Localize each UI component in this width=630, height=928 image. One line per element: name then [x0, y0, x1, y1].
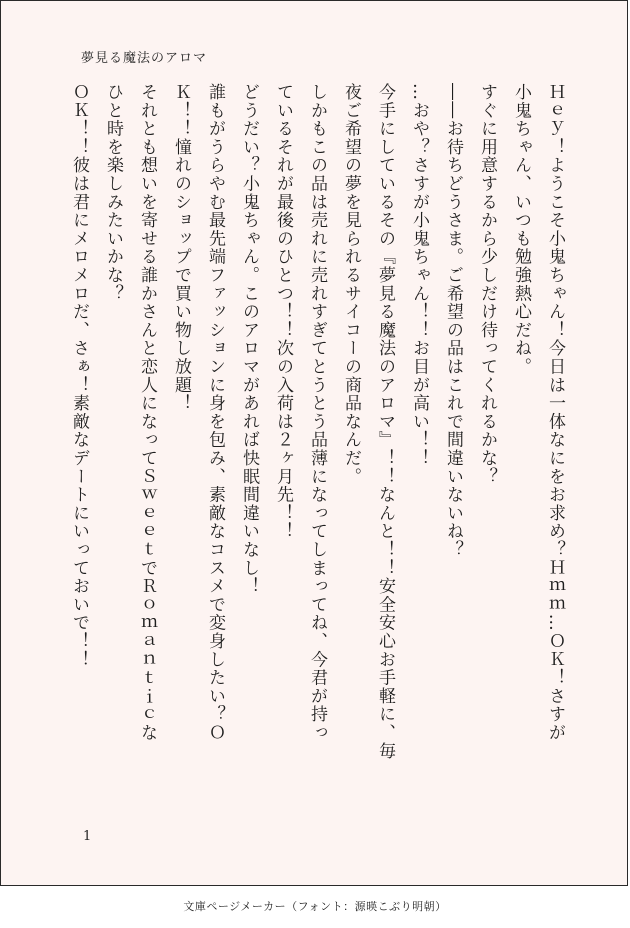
text-line: ひと時を楽しみたいかな？ [103, 83, 123, 303]
text-line: Ｋ！！憧れのショップで買い物し放題！ [171, 83, 191, 413]
text-line: Ｈｅｙ！ようこそ小鬼ちゃん！今日は一体なにをお求め？Ｈｍｍ…ＯＫ！さすが [545, 83, 565, 742]
text-line: しかもこの品は売れに売れすぎてとうとう品薄になってしまってね、今君が持っ [307, 83, 327, 742]
text-line: 今手にしているその『夢見る魔法のアロマ』！！なんと！！安全安心お手軽に、毎 [375, 83, 395, 761]
footer-credit: 文庫ページメーカー（フォント：源暎こぶり明朝） [183, 900, 447, 913]
vertical-body-text [67, 83, 567, 803]
text-line: それとも想いを寄せる誰かさんと恋人になってＳｗｅｅｔでＲｏｍａｎｔｉｃな [137, 83, 157, 742]
text-line: すぐに用意するから少しだけ待ってくれるかな？ [477, 83, 497, 486]
text-line: 夜ご希望の夢を見られるサイコーの商品なんだ。 [341, 83, 361, 486]
page-number: 1 [83, 829, 92, 844]
text-line: どうだい？小鬼ちゃん。このアロマがあれば快眠間違いなし！ [239, 83, 259, 596]
page-title: 夢見る魔法のアロマ [81, 51, 208, 66]
text-line: 小鬼ちゃん、いつも勉強熱心だね。 [511, 83, 531, 376]
text-line: 誰もがうらやむ最先端ファッションに身を包み、素敵なコスメで変身したい？Ｏ [205, 83, 225, 742]
text-line: …おや？さすが小鬼ちゃん！！お目が高い！！ [409, 83, 429, 468]
text-line: ＯＫ！！彼は君にメロメロだ、さぁ！素敵なデートにいっておいで！！ [69, 83, 89, 669]
text-line: ――お待ちどうさま。ご希望の品はこれで間違いないね？ [443, 83, 463, 559]
text-line: ているそれが最後のひとつ！！次の入荷は２ヶ月先！！ [273, 83, 293, 541]
